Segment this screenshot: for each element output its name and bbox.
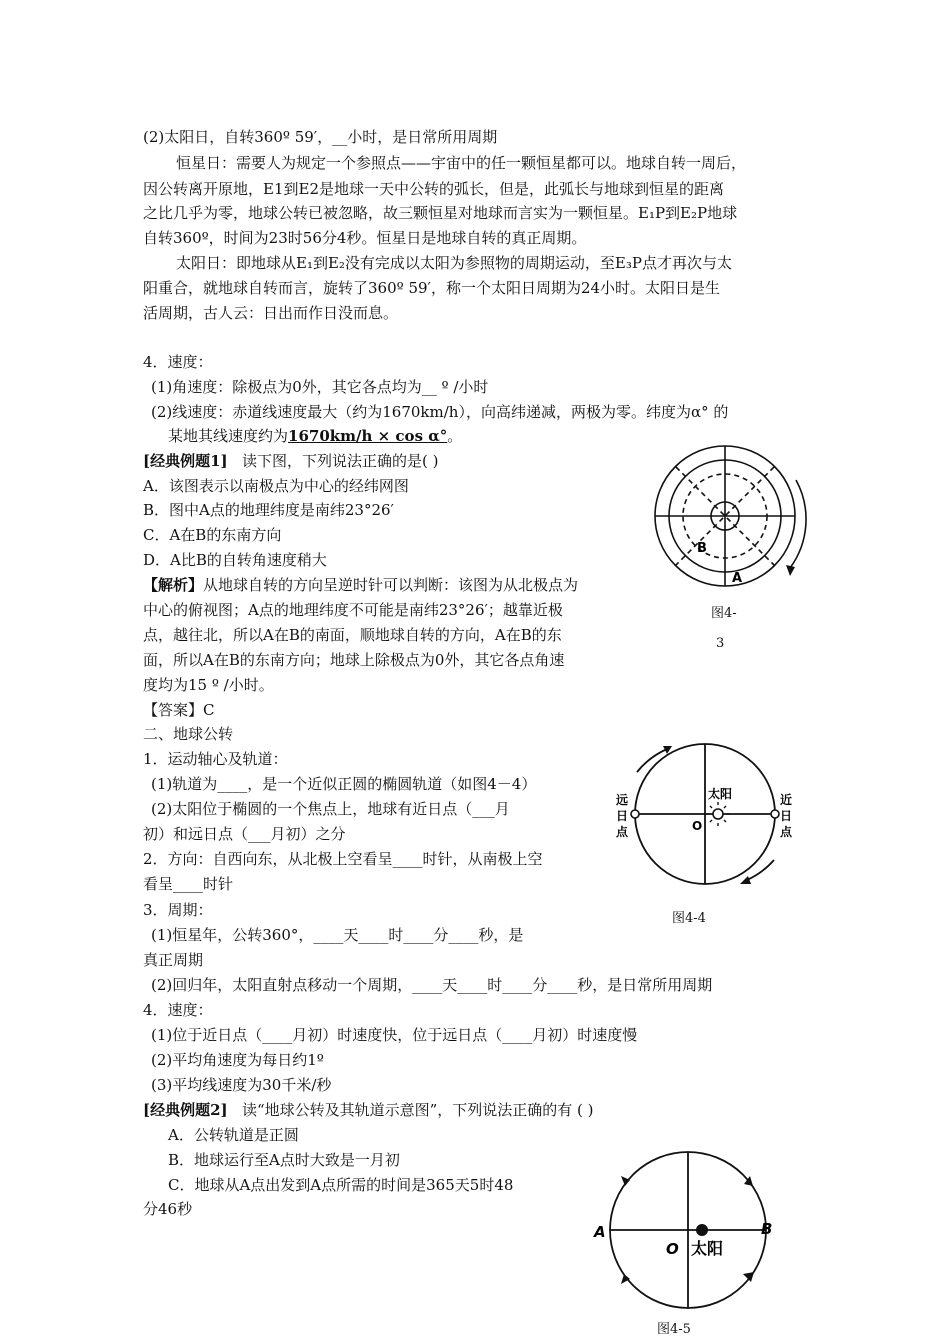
revolution-period-1b: 真正周期	[143, 951, 204, 969]
figure-4-5-sun: 太阳	[691, 1239, 724, 1258]
sidereal-text-4: 自转360º，时间为23时56分4秒。恒星日是地球自转的真正周期。	[143, 229, 587, 247]
example1-option-b: B．图中A点的地理纬度是南纬23°26′	[143, 501, 394, 519]
revolution-speed-2: (2)平均角速度为每日约1º	[151, 1051, 324, 1069]
figure-4-5-point-a: A	[594, 1223, 606, 1241]
figure-4-5-center: O	[666, 1240, 679, 1258]
figure-4-5-caption: 图4-5	[657, 1322, 691, 1337]
figure-4-4-sun-label: 太阳	[708, 787, 733, 801]
figure-4-3-caption-2: 3	[716, 636, 725, 651]
revolution-period-title: 3．周期：	[143, 901, 213, 919]
linear-speed-formula: 1670km/h × cos α°	[288, 427, 448, 445]
figure-4-4-near-1: 近	[780, 793, 793, 807]
solar-text-2: 阳重合，就地球自转而言，旋转了360º 59′，称一个太阳日周期为24小时。太阳日是生	[143, 279, 721, 297]
figure-4-3-point-b: B	[697, 541, 707, 556]
figure-4-4-far-3: 点	[616, 825, 629, 839]
revolution-direction-b: 看呈____时针	[143, 875, 234, 893]
example1-option-c: C．A在B的东南方向	[143, 526, 282, 544]
example1-answer: 【答案】C	[143, 701, 215, 719]
revolution-orbit-2a: (2)太阳位于椭圆的一个焦点上，地球有近日点（___月	[151, 800, 510, 818]
figure-4-4-near-3: 点	[780, 825, 793, 839]
figure-4-4-caption: 图4-4	[672, 911, 706, 926]
solar-day-line: (2)太阳日，自转360º 59′，__小时，是日常所用周期	[143, 128, 498, 146]
revolution-speed-title: 4．速度：	[143, 1001, 213, 1019]
revolution-axis-title: 1．运动轴心及轨道：	[143, 750, 288, 768]
revolution-period-2: (2)回归年，太阳直射点移动一个周期，____天____时____分____秒，是日常所用周期	[151, 976, 713, 994]
sidereal-text-3: 之比几乎为零，地球公转已被忽略，故三颗恒星对地球而言实为一颗恒星。E₁P到E₂P地球	[143, 204, 738, 222]
example1-option-d: D．A比B的自转角速度稍大	[143, 551, 327, 569]
example2-question: [经典例题2] 读“地球公转及其轨道示意图”，下列说法正确的有 ( )	[143, 1101, 594, 1119]
figure-4-4-near-2: 日	[780, 809, 793, 823]
figure-4-5	[588, 1148, 788, 1316]
example1-question: [经典例题1] 读下图，下列说法正确的是( )	[143, 452, 439, 470]
speed-title: 4．速度：	[143, 353, 213, 371]
example1-analysis-2: 中心的俯视图；A点的地理纬度不可能是南纬23°26′；越靠近极	[143, 601, 563, 619]
sidereal-text-1: 恒星日：需要人为规定一个参照点——宇宙中的任一颗恒星都可以。地球自转一周后，	[176, 154, 747, 172]
figure-4-4	[612, 742, 798, 892]
example1-analysis-3: 点，越往北，所以A在B的南面，顺地球自转的方向，A在B的东	[143, 626, 562, 644]
figure-4-5-point-b: B	[761, 1220, 773, 1238]
angular-speed: (1)角速度：除极点为0外，其它各点均为__ º /小时	[151, 378, 489, 396]
figure-4-3	[640, 440, 810, 600]
revolution-speed-3: (3)平均线速度为30千米/秒	[151, 1076, 332, 1094]
revolution-heading: 二、地球公转	[143, 725, 234, 743]
revolution-period-1a: (1)恒星年，公转360°，____天____时____分____秒，是	[151, 926, 524, 944]
linear-speed: (2)线速度：赤道线速度最大（约为1670km/h），向高纬递减，两极为零。纬度为α° 的	[151, 403, 729, 421]
figure-4-4-far-1: 远	[616, 793, 629, 807]
solar-text-1: 太阳日：即地球从E₁到E₂没有完成以太阳为参照物的周期运动，至E₃P点才再次与太	[176, 254, 732, 272]
figure-4-4-center-label: O	[692, 819, 703, 833]
revolution-orbit-1: (1)轨道为____，是一个近似正圆的椭圆轨道（如图4－4）	[151, 775, 537, 793]
example2-option-c: C．地球从A点出发到A点所需的时间是365天5时48	[168, 1176, 514, 1194]
revolution-direction-a: 2．方向：自西向东，从北极上空看呈____时针，从南极上空	[143, 850, 543, 868]
linear-speed-2: 某地其线速度约为1670km/h × cos α°。	[168, 427, 463, 445]
revolution-speed-1: (1)位于近日点（____月初）时速度快，位于远日点（____月初）时速度慢	[151, 1026, 638, 1044]
revolution-orbit-2b: 初）和远日点（___月初）之分	[143, 825, 346, 843]
example1-analysis-5: 度均为15 º /小时。	[143, 676, 274, 694]
example2-option-a: A．公转轨道是正圆	[168, 1126, 299, 1144]
solar-text-3: 活周期，古人云：日出而作日没而息。	[143, 304, 399, 322]
figure-4-3-caption-1: 图4-	[711, 606, 737, 621]
example1-analysis-4: 面，所以A在B的东南方向；地球上除极点为0外，其它各点角速	[143, 651, 565, 669]
example1-label: [经典例题1]	[143, 452, 228, 470]
example1-option-a: A．该图表示以南极点为中心的经纬网图	[143, 477, 409, 495]
sidereal-text-2: 因公转离开原地，E1到E2是地球一天中公转的弧长，但是，此弧长与地球到恒星的距离	[143, 180, 724, 198]
example2-option-b: B．地球运行至A点时大致是一月初	[168, 1151, 400, 1169]
example2-label: [经典例题2]	[143, 1101, 228, 1119]
figure-4-4-far-2: 日	[616, 809, 629, 823]
figure-4-3-point-a: A	[732, 571, 743, 586]
example1-analysis-1: 【解析】从地球自转的方向呈逆时针可以判断：该图为从北极点为	[143, 576, 579, 594]
example2-option-c-cont: 分46秒	[143, 1200, 193, 1218]
